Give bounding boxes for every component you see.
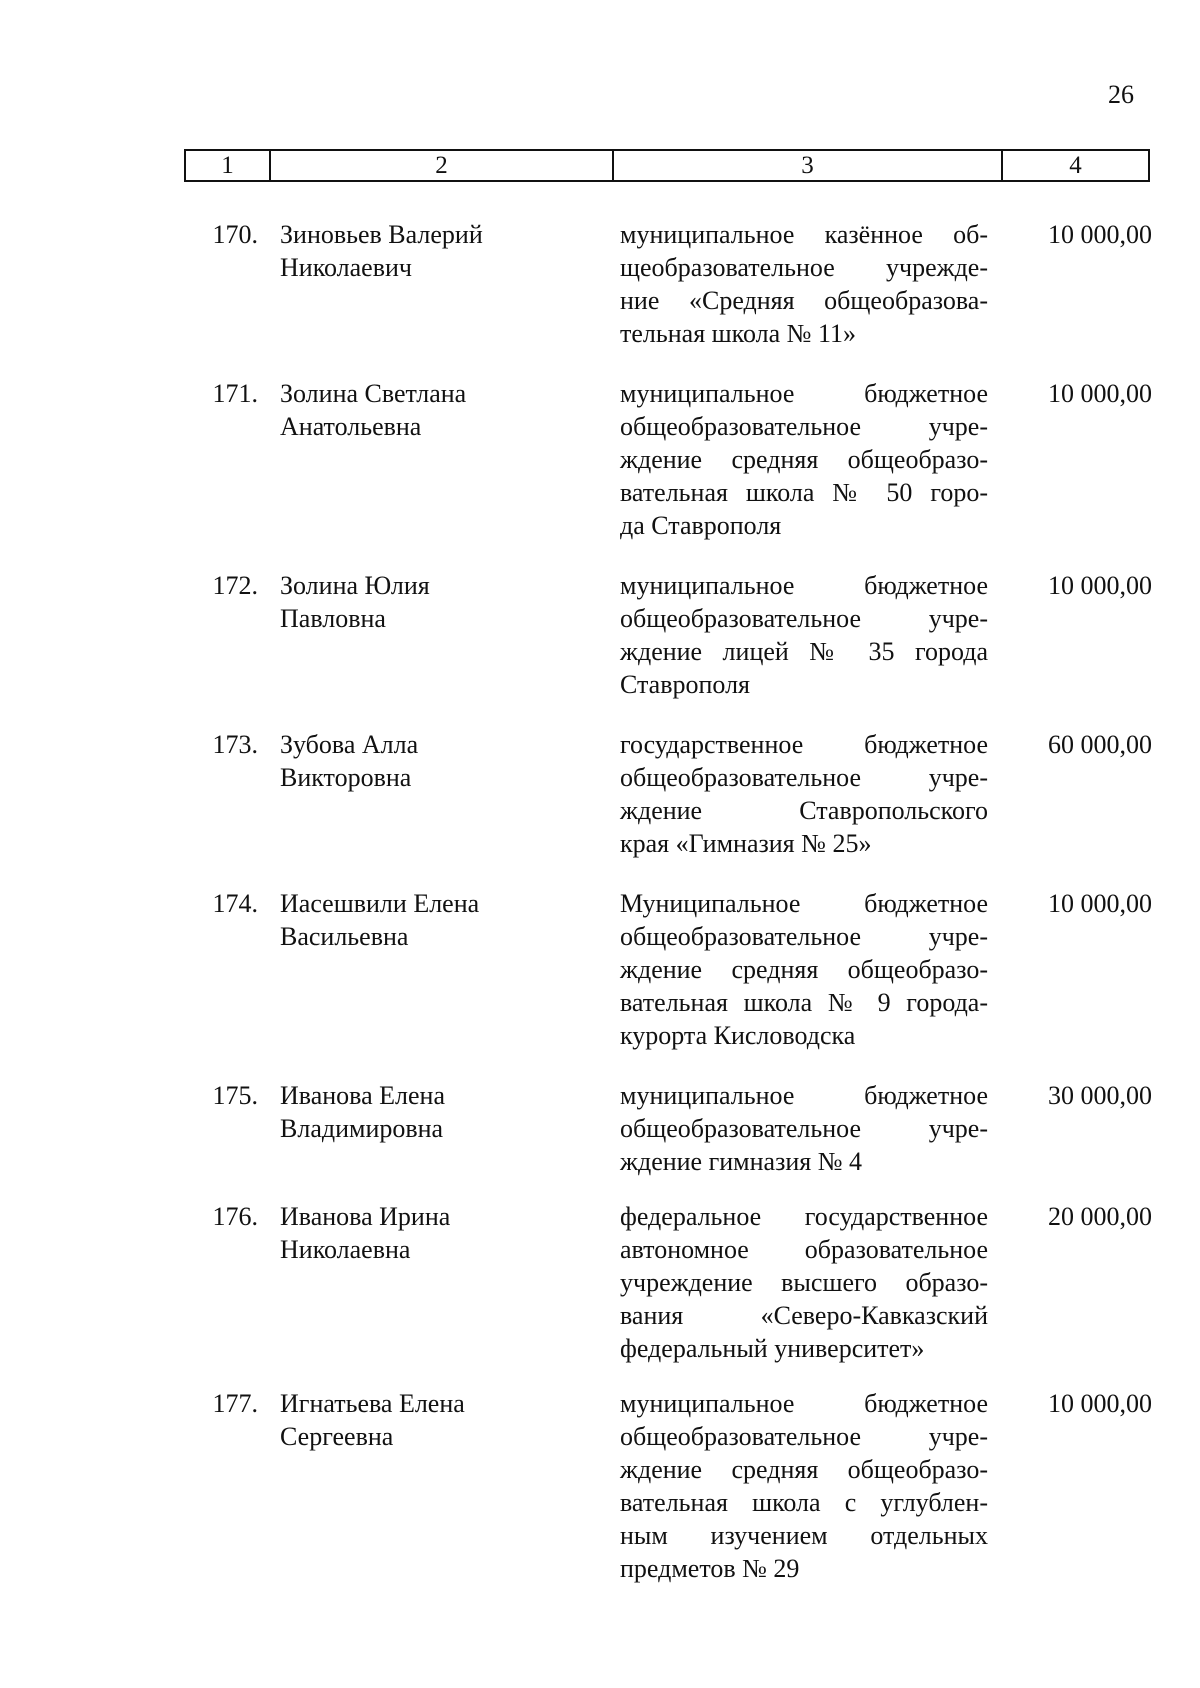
list-item	[0, 1079, 1200, 1178]
column-header-3: 3	[614, 151, 1003, 180]
list-item	[0, 887, 1200, 1052]
institution-line: муниципальное бюджетное	[620, 1081, 988, 1110]
institution-line: щеобразовательное учрежде-	[620, 253, 988, 282]
list-item	[0, 569, 1200, 701]
person-name-line: Владимировна	[280, 1114, 444, 1143]
institution-line: ждение средняя общеобразо-	[620, 955, 988, 984]
institution-line: ждение Ставропольского	[620, 796, 988, 825]
entry-number: 170.	[212, 220, 258, 249]
person-name	[280, 887, 580, 953]
person-name-line: Николаевна	[280, 1235, 411, 1264]
entries-list	[0, 218, 1200, 1585]
person-name	[280, 377, 580, 443]
institution-line: автономное образовательное	[620, 1235, 988, 1264]
institution-name	[620, 728, 988, 860]
entry-number: 172.	[212, 571, 258, 600]
institution-line: Муниципальное бюджетное	[620, 889, 988, 918]
amount: 30 000,00	[1048, 1081, 1152, 1110]
institution-line: вательная школа с углублен-	[620, 1488, 988, 1517]
institution-line: общеобразовательное учре-	[620, 604, 988, 633]
amount: 20 000,00	[1048, 1202, 1152, 1231]
person-name-line: Иванова Ирина	[280, 1202, 451, 1231]
person-name-line: Зубова Алла	[280, 730, 419, 759]
person-name-line: Викторовна	[280, 763, 412, 792]
entry-number: 174.	[212, 889, 258, 918]
institution-line: предметов № 29	[620, 1554, 800, 1583]
person-name-line: Золина Светлана	[280, 379, 467, 408]
institution-line: курорта Кисловодска	[620, 1021, 856, 1050]
column-header-1: 1	[186, 151, 271, 180]
institution-name	[620, 569, 988, 701]
institution-name	[620, 218, 988, 350]
person-name-line: Зиновьев Валерий	[280, 220, 483, 249]
institution-line: общеобразовательное учре-	[620, 763, 988, 792]
entry-number: 176.	[212, 1202, 258, 1231]
column-header-4: 4	[1069, 152, 1082, 179]
institution-name	[620, 1200, 988, 1365]
institution-line: Ставрополя	[620, 670, 750, 699]
institution-line: ние «Средняя общеобразова-	[620, 286, 988, 315]
institution-line: ным изучением отдельных	[620, 1521, 988, 1550]
institution-line: муниципальное бюджетное	[620, 571, 988, 600]
institution-line: края «Гимназия № 25»	[620, 829, 872, 858]
institution-line: учреждение высшего образо-	[620, 1268, 988, 1297]
institution-line: федеральный университет»	[620, 1334, 925, 1363]
institution-line: общеобразовательное учре-	[620, 412, 988, 441]
institution-line: общеобразовательное учре-	[620, 922, 988, 951]
institution-line: тельная школа № 11»	[620, 319, 856, 348]
institution-line: федеральное государственное	[620, 1202, 988, 1231]
list-item	[0, 377, 1200, 542]
list-item	[0, 728, 1200, 860]
institution-line: общеобразовательное учре-	[620, 1114, 988, 1143]
institution-line: да Ставрополя	[620, 511, 782, 540]
institution-line: вательная школа № 9 города-	[620, 988, 988, 1017]
person-name-line: Сергеевна	[280, 1422, 394, 1451]
entry-number: 177.	[212, 1389, 258, 1418]
person-name-line: Павловна	[280, 604, 386, 633]
institution-line: муниципальное бюджетное	[620, 379, 988, 408]
person-name-line: Золина Юлия	[280, 571, 430, 600]
institution-name	[620, 377, 988, 542]
person-name	[280, 1079, 580, 1145]
institution-name	[620, 887, 988, 1052]
person-name-line: Иасешвили Елена	[280, 889, 480, 918]
person-name	[280, 218, 580, 284]
person-name-line: Иванова Елена	[280, 1081, 445, 1110]
institution-name	[620, 1387, 988, 1585]
list-item	[0, 218, 1200, 350]
amount: 10 000,00	[1048, 1389, 1152, 1418]
person-name	[280, 1200, 580, 1266]
amount: 10 000,00	[1048, 220, 1152, 249]
amount: 60 000,00	[1048, 730, 1152, 759]
person-name-line: Анатольевна	[280, 412, 422, 441]
institution-line: ждение гимназия № 4	[620, 1147, 863, 1176]
page-number: 26	[1108, 80, 1134, 109]
entry-number: 175.	[212, 1081, 258, 1110]
person-name	[280, 728, 580, 794]
person-name	[280, 569, 580, 635]
column-header-row	[184, 149, 1150, 182]
person-name-line: Николаевич	[280, 253, 412, 282]
person-name-line: Васильевна	[280, 922, 409, 951]
institution-line: вательная школа № 50 горо-	[620, 478, 988, 507]
institution-line: вания «Северо-Кавказский	[620, 1301, 988, 1330]
institution-line: ждение средняя общеобразо-	[620, 445, 988, 474]
entry-number: 171.	[212, 379, 258, 408]
institution-line: муниципальное казённое об-	[620, 220, 988, 249]
amount: 10 000,00	[1048, 379, 1152, 408]
amount: 10 000,00	[1048, 889, 1152, 918]
institution-line: ждение средняя общеобразо-	[620, 1455, 988, 1484]
institution-line: общеобразовательное учре-	[620, 1422, 988, 1451]
person-name-line: Игнатьева Елена	[280, 1389, 465, 1418]
institution-line: ждение лицей № 35 города	[620, 637, 988, 666]
institution-line: государственное бюджетное	[620, 730, 988, 759]
institution-line: муниципальное бюджетное	[620, 1389, 988, 1418]
person-name	[280, 1387, 580, 1453]
entry-number: 173.	[212, 730, 258, 759]
institution-name	[620, 1079, 988, 1178]
amount: 10 000,00	[1048, 571, 1152, 600]
column-header-2: 2	[271, 151, 614, 180]
list-item	[0, 1200, 1200, 1365]
list-item	[0, 1387, 1200, 1585]
